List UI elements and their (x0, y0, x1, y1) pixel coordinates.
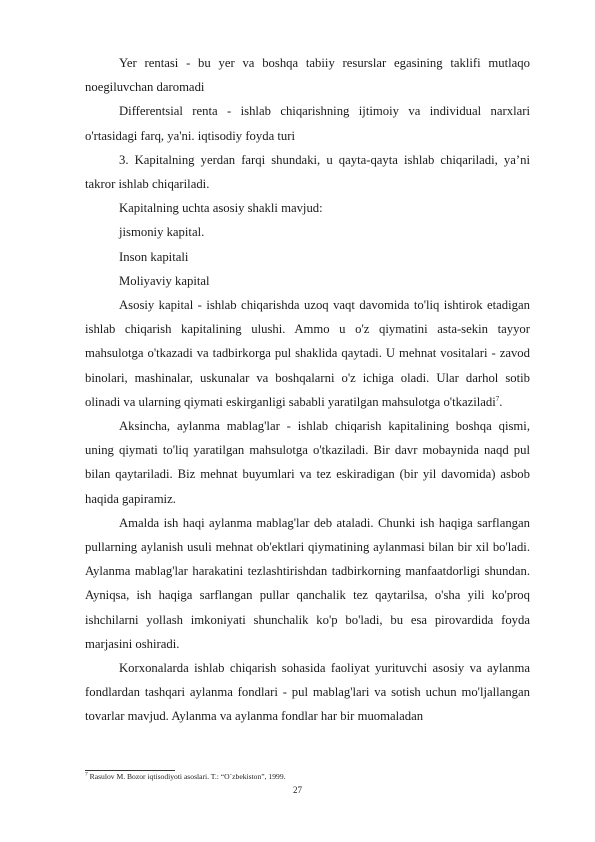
paragraph-korxonalar: Korxonalarda ishlab chiqarish sohasida faoliyat yurituvchi asosiy va aylanma fondlardan tashqari aylanma fondlari - pul mablag'lari va sotish uchun mo'ljallangan tovarlar mavjud. Aylanma va aylanma fondlar har bir muomaladan (85, 661, 530, 724)
paragraph-yer-rentasi: Yer rentasi - bu yer va boshqa tabiiy resurslar egasining taklifi mutlaqo noegiluvchan daromadi (85, 56, 530, 95)
footnote-separator (85, 770, 175, 771)
footnote-marker: 7 (85, 771, 88, 778)
paragraph-kapital-shakllari: Kapitalning uchta asosiy shakli mavjud: (119, 201, 323, 216)
document-body (85, 51, 530, 729)
paragraph-aylanma-mablaglar: Aksincha, aylanma mablag'lar - ishlab chiqarish kapitalining boshqa qismi, uning qiymati to'liq yaratilgan mahsulotga o'tkaziladi. Bir davr mobaynida naqd pul bilan qaytariladi. Biz mehnat buyumlari va tez eskiradigan (bir yil davomida) asbob haqida gapiramiz. (85, 419, 530, 506)
paragraph-differentsial-renta: Differentsial renta - ishlab chiqarishning ijtimoiy va individual narxlari o'rtasidagi farq, ya'ni. iqtisodiy foyda turi (85, 104, 530, 143)
paragraph-asosiy-kapital-text: Asosiy kapital - ishlab chiqarishda uzoq vaqt davomida to'liq ishtirok etadigan ishlab chiqarish kapitalining ulushi. Ammo u o'z qiymatini asta-sekin tayyor mahsulotga o'tkazadi va tadbirkorga pul shaklida qaytadi. U mehnat vositalari - zavod binolari, mashinalar, uskunalar va boshqalarni o'z ichiga oladi. Ular darhol sotib olinadi va ularning qiymati eskirganligi sababli yaratilgan mahsulotga o'tkaziladi (85, 298, 530, 409)
list-item-inson-kapitali: Inson kapitali (119, 249, 189, 264)
paragraph-asosiy-kapital (85, 293, 530, 414)
paragraph-asosiy-kapital-end: . (499, 394, 503, 409)
paragraph-ish-haqi: Amalda ish haqi aylanma mablag'lar deb ataladi. Chunki ish haqiga sarflangan pullarning aylanish usuli mehnat ob'ektlari qiymatining aylanmasi bilan bir xil bo'ladi. Aylanma mablag'lar harakatini tezlashtirishdan tadbirkorning manfaatdorligi shundan. Ayniqsa, ish haqiga sarflangan pullar qanchalik tez qaytarilsa, o'sha yili ko'proq ishchilarni yollash imkoniyati shunchalik ko'p bo'ladi, bu esa pirovardida foyda marjasini oshiradi. (85, 515, 530, 651)
page-number: 27 (293, 785, 302, 795)
paragraph-kapital-farqi: 3. Kapitalning yerdan farqi shundaki, u qayta-qayta ishlab chiqariladi, ya’ni takror ishlab chiqariladi. (85, 152, 530, 192)
list-item-jismoniy-kapital: jismoniy kapital. (119, 225, 205, 240)
footnote (85, 772, 530, 782)
list-item-moliyaviy-kapital: Moliyaviy kapital (119, 273, 210, 288)
footnote-reference: 7 (495, 394, 500, 403)
footnote-text: Rasulov M. Bozor iqtisodiyoti asoslari. T.: “O`zbekiston”, 1999. (87, 772, 286, 781)
